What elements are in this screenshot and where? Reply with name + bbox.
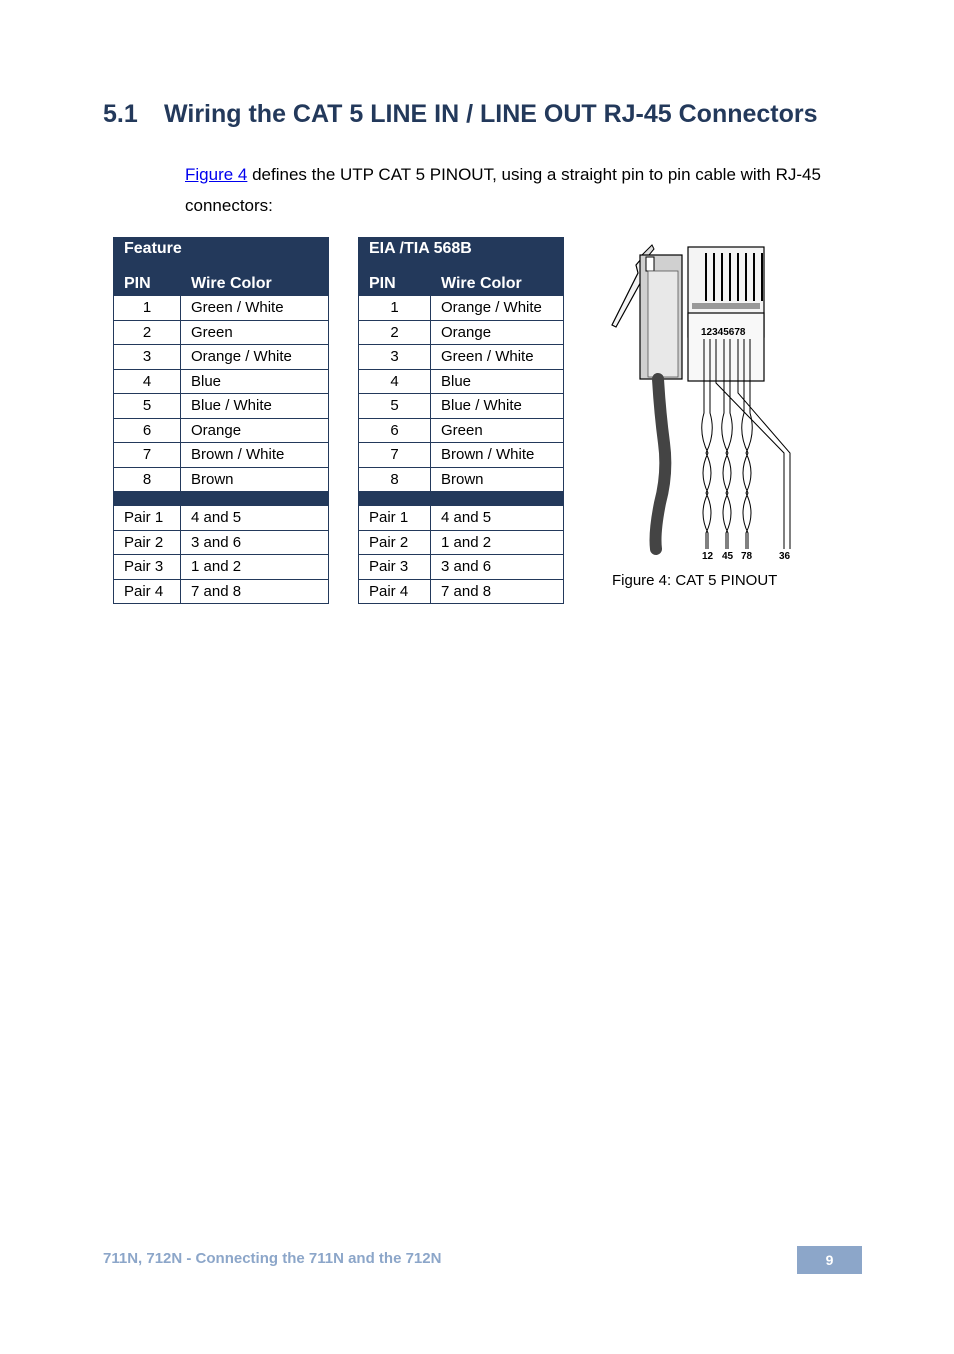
pair-label-36: 36: [779, 551, 791, 562]
cable: [656, 379, 666, 549]
pin-cell: 5: [359, 394, 431, 419]
table-row: [114, 579, 329, 604]
wire-color-cell: Brown: [431, 467, 564, 492]
feature-pin-rows: [114, 296, 329, 492]
pair-pins-cell: 4 and 5: [181, 506, 329, 531]
eia-pair-rows: [359, 506, 564, 604]
table-row: [114, 506, 329, 531]
pair-label-78: 78: [741, 551, 753, 562]
pin-cell: 1: [359, 296, 431, 321]
wire-color-cell: Orange: [181, 418, 329, 443]
pair-cell: Pair 3: [359, 555, 431, 580]
wire-color-cell: Blue / White: [431, 394, 564, 419]
pair-pins-cell: 1 and 2: [431, 530, 564, 555]
wire-color-cell: Orange: [431, 320, 564, 345]
table-row: [359, 320, 564, 345]
pair-pins-cell: 3 and 6: [431, 555, 564, 580]
wire-color-cell: Blue: [431, 369, 564, 394]
wire-color-cell: Green: [181, 320, 329, 345]
pair-cell: Pair 1: [359, 506, 431, 531]
table-row: [359, 369, 564, 394]
pin-numbers-label: 12345678: [701, 327, 746, 338]
table-row: [114, 530, 329, 555]
pin-cell: 8: [114, 467, 181, 492]
wire-color-cell: Orange / White: [181, 345, 329, 370]
pair-cell: Pair 3: [114, 555, 181, 580]
pair-cell: Pair 1: [114, 506, 181, 531]
rj45-pinout-diagram: [608, 243, 798, 565]
table-row: [359, 506, 564, 531]
intro-paragraph: [185, 159, 835, 221]
pin-cell: 4: [114, 369, 181, 394]
table-row: [359, 296, 564, 321]
figure-4-link[interactable]: Figure 4: [185, 165, 248, 184]
pair-cell: Pair 2: [114, 530, 181, 555]
table-row: [359, 530, 564, 555]
wire-color-cell: Blue: [181, 369, 329, 394]
pin-cell: 5: [114, 394, 181, 419]
rj45-plug-side-view: [612, 245, 682, 379]
pair-cell: Pair 4: [359, 579, 431, 604]
table-row: [114, 443, 329, 468]
pair-label-12: 12: [702, 551, 714, 562]
feature-table-title: Feature: [114, 238, 329, 267]
pair-cell: Pair 2: [359, 530, 431, 555]
feature-col-pin: PIN: [114, 267, 181, 296]
table-row: [359, 345, 564, 370]
table-row: [114, 418, 329, 443]
pair-pins-cell: 4 and 5: [431, 506, 564, 531]
wire-color-cell: Green: [431, 418, 564, 443]
feature-pair-rows: [114, 506, 329, 604]
table-row: [359, 394, 564, 419]
pin-cell: 3: [114, 345, 181, 370]
wire-color-cell: Brown / White: [431, 443, 564, 468]
table-separator: [359, 492, 564, 506]
rj45-plug-front-view: [688, 247, 764, 381]
wire-color-cell: Green / White: [431, 345, 564, 370]
feature-col-wire-color: Wire Color: [181, 267, 329, 296]
pin-cell: 6: [359, 418, 431, 443]
pin-cell: 6: [114, 418, 181, 443]
wire-color-cell: Blue / White: [181, 394, 329, 419]
pin-cell: 3: [359, 345, 431, 370]
eia-col-wire-color: Wire Color: [431, 267, 564, 296]
pair-pins-cell: 7 and 8: [181, 579, 329, 604]
table-row: [114, 394, 329, 419]
pair-label-45: 45: [722, 551, 734, 562]
table-row: [359, 467, 564, 492]
wire-color-cell: Orange / White: [431, 296, 564, 321]
table-row: [359, 579, 564, 604]
wire-color-cell: Brown: [181, 467, 329, 492]
footer-text: 711N, 712N - Connecting the 711N and the 712N: [103, 1250, 442, 1267]
feature-table: [113, 237, 329, 604]
eia-tia-568b-table: [358, 237, 564, 604]
pin-cell: 2: [359, 320, 431, 345]
pin-cell: 7: [114, 443, 181, 468]
table-row: [114, 467, 329, 492]
pair-cell: Pair 4: [114, 579, 181, 604]
pair-pins-cell: 7 and 8: [431, 579, 564, 604]
table-row: [359, 418, 564, 443]
table-row: [359, 443, 564, 468]
section-heading: [103, 100, 818, 129]
figure-caption: Figure 4: CAT 5 PINOUT: [612, 572, 778, 589]
pin-cell: 2: [114, 320, 181, 345]
table-row: [114, 369, 329, 394]
table-row: [114, 555, 329, 580]
intro-text: defines the UTP CAT 5 PINOUT, using a straight pin to pin cable with RJ-45 connectors:: [185, 165, 821, 215]
eia-col-pin: PIN: [359, 267, 431, 296]
wire-color-cell: Brown / White: [181, 443, 329, 468]
eia-table-title: EIA /TIA 568B: [359, 238, 564, 267]
eia-pin-rows: [359, 296, 564, 492]
table-separator: [114, 492, 329, 506]
table-row: [359, 555, 564, 580]
pair-pins-cell: 3 and 6: [181, 530, 329, 555]
pin-cell: 4: [359, 369, 431, 394]
pair-pins-cell: 1 and 2: [181, 555, 329, 580]
section-number: 5.1: [103, 100, 138, 128]
page-number: 9: [797, 1246, 862, 1274]
section-title: Wiring the CAT 5 LINE IN / LINE OUT RJ-45 Connectors: [164, 100, 818, 128]
pin-cell: 7: [359, 443, 431, 468]
table-row: [114, 345, 329, 370]
table-row: [114, 320, 329, 345]
pin-cell: 8: [359, 467, 431, 492]
table-row: [114, 296, 329, 321]
pin-cell: 1: [114, 296, 181, 321]
wire-color-cell: Green / White: [181, 296, 329, 321]
